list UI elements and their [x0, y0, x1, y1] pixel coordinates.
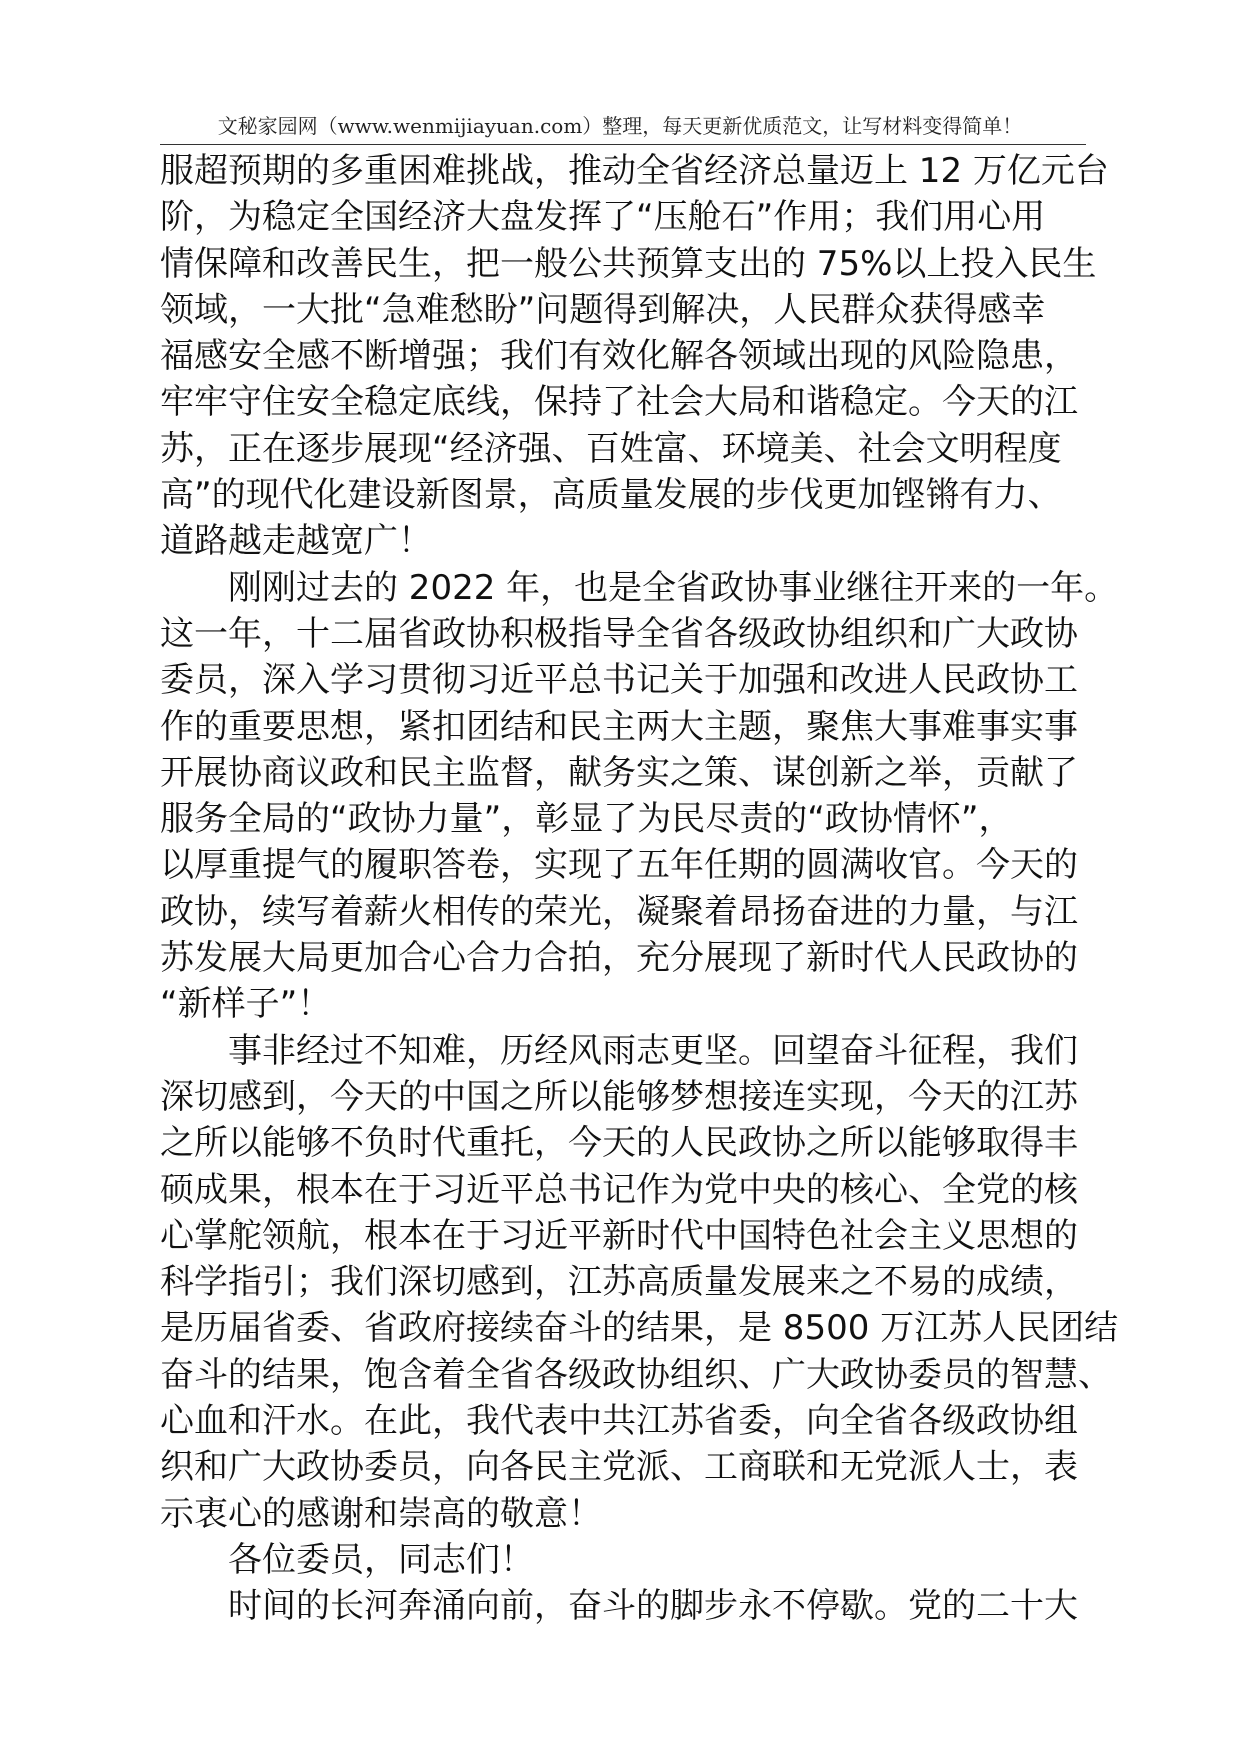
text-line: 奋斗的结果，饱含着全省各级政协组织、广大政协委员的智慧、	[160, 1354, 1112, 1395]
text-line: 道路越走越宽广！	[160, 521, 432, 562]
page-header: 文秘家园网（www.wenmijiayuan.com）整理，每天更新优质范文，让写材料变得简单！	[217, 114, 1023, 138]
text-line: 之所以能够不负时代重托，今天的人民政协之所以能够取得丰	[160, 1123, 1078, 1164]
text-line: “新样子”！	[160, 984, 332, 1025]
text-line: 硕成果，根本在于习近平总书记作为党中央的核心、全党的核	[160, 1169, 1078, 1210]
text-line: 是历届省委、省政府接续奋斗的结果，是 8500 万江苏人民团结	[160, 1308, 1119, 1349]
text-line: 开展协商议政和民主监督，献务实之策、谋创新之举，贡献了	[160, 752, 1078, 793]
text-line: 委员，深入学习贯彻习近平总书记关于加强和改进人民政协工	[160, 660, 1078, 701]
text-line: 政协，续写着薪火相传的荣光，凝聚着昂扬奋进的力量，与江	[160, 891, 1078, 932]
text-line: 这一年，十二届省政协积极指导全省各级政协组织和广大政协	[160, 613, 1078, 654]
text-line: 阶，为稳定全国经济大盘发挥了“压舱石”作用；我们用心用	[160, 197, 1046, 238]
paragraph-start-line: 刚刚过去的 2022 年，也是全省政协事业继往开来的一年。	[228, 567, 1119, 608]
text-line: 服务全局的“政协力量”，彰显了为民尽责的“政协情怀”，	[160, 799, 1013, 840]
header-divider	[160, 144, 1086, 145]
text-line: 以厚重提气的履职答卷，实现了五年任期的圆满收官。今天的	[160, 845, 1078, 886]
text-line: 情保障和改善民生，把一般公共预算支出的 75%以上投入民生	[160, 243, 1097, 284]
text-line: 示衷心的感谢和崇高的敬意！	[160, 1493, 602, 1534]
text-line: 科学指引；我们深切感到，江苏高质量发展来之不易的成绩，	[160, 1262, 1078, 1303]
text-line: 心掌舵领航，根本在于习近平新时代中国特色社会主义思想的	[160, 1215, 1078, 1256]
text-line: 作的重要思想，紧扣团结和民主两大主题，聚焦大事难事实事	[160, 706, 1078, 747]
text-line: 深切感到，今天的中国之所以能够梦想接连实现，今天的江苏	[160, 1076, 1078, 1117]
text-line: 苏发展大局更加合心合力合拍，充分展现了新时代人民政协的	[160, 938, 1078, 979]
text-line: 苏，正在逐步展现“经济强、百姓富、环境美、社会文明程度	[160, 428, 1062, 469]
document-body	[160, 148, 1119, 1630]
text-line: 服超预期的多重困难挑战，推动全省经济总量迈上 12 万亿元台	[160, 151, 1109, 191]
text-line: 高”的现代化建设新图景，高质量发展的步伐更加铿锵有力、	[160, 475, 1062, 516]
text-line: 领域，一大批“急难愁盼”问题得到解决，人民群众获得感幸	[160, 289, 1046, 330]
paragraph-start-line: 各位委员，同志们！	[228, 1539, 534, 1580]
paragraph-start-line: 时间的长河奔涌向前，奋斗的脚步永不停歇。党的二十大	[228, 1586, 1078, 1627]
text-line: 织和广大政协委员，向各民主党派、工商联和无党派人士，表	[160, 1447, 1078, 1488]
paragraph-start-line: 事非经过不知难，历经风雨志更坚。回望奋斗征程，我们	[228, 1030, 1078, 1071]
text-line: 心血和汗水。在此，我代表中共江苏省委，向全省各级政协组	[160, 1401, 1078, 1442]
text-line: 牢牢守住安全稳定底线，保持了社会大局和谐稳定。今天的江	[160, 382, 1078, 423]
text-line: 福感安全感不断增强；我们有效化解各领域出现的风险隐患，	[160, 336, 1078, 377]
